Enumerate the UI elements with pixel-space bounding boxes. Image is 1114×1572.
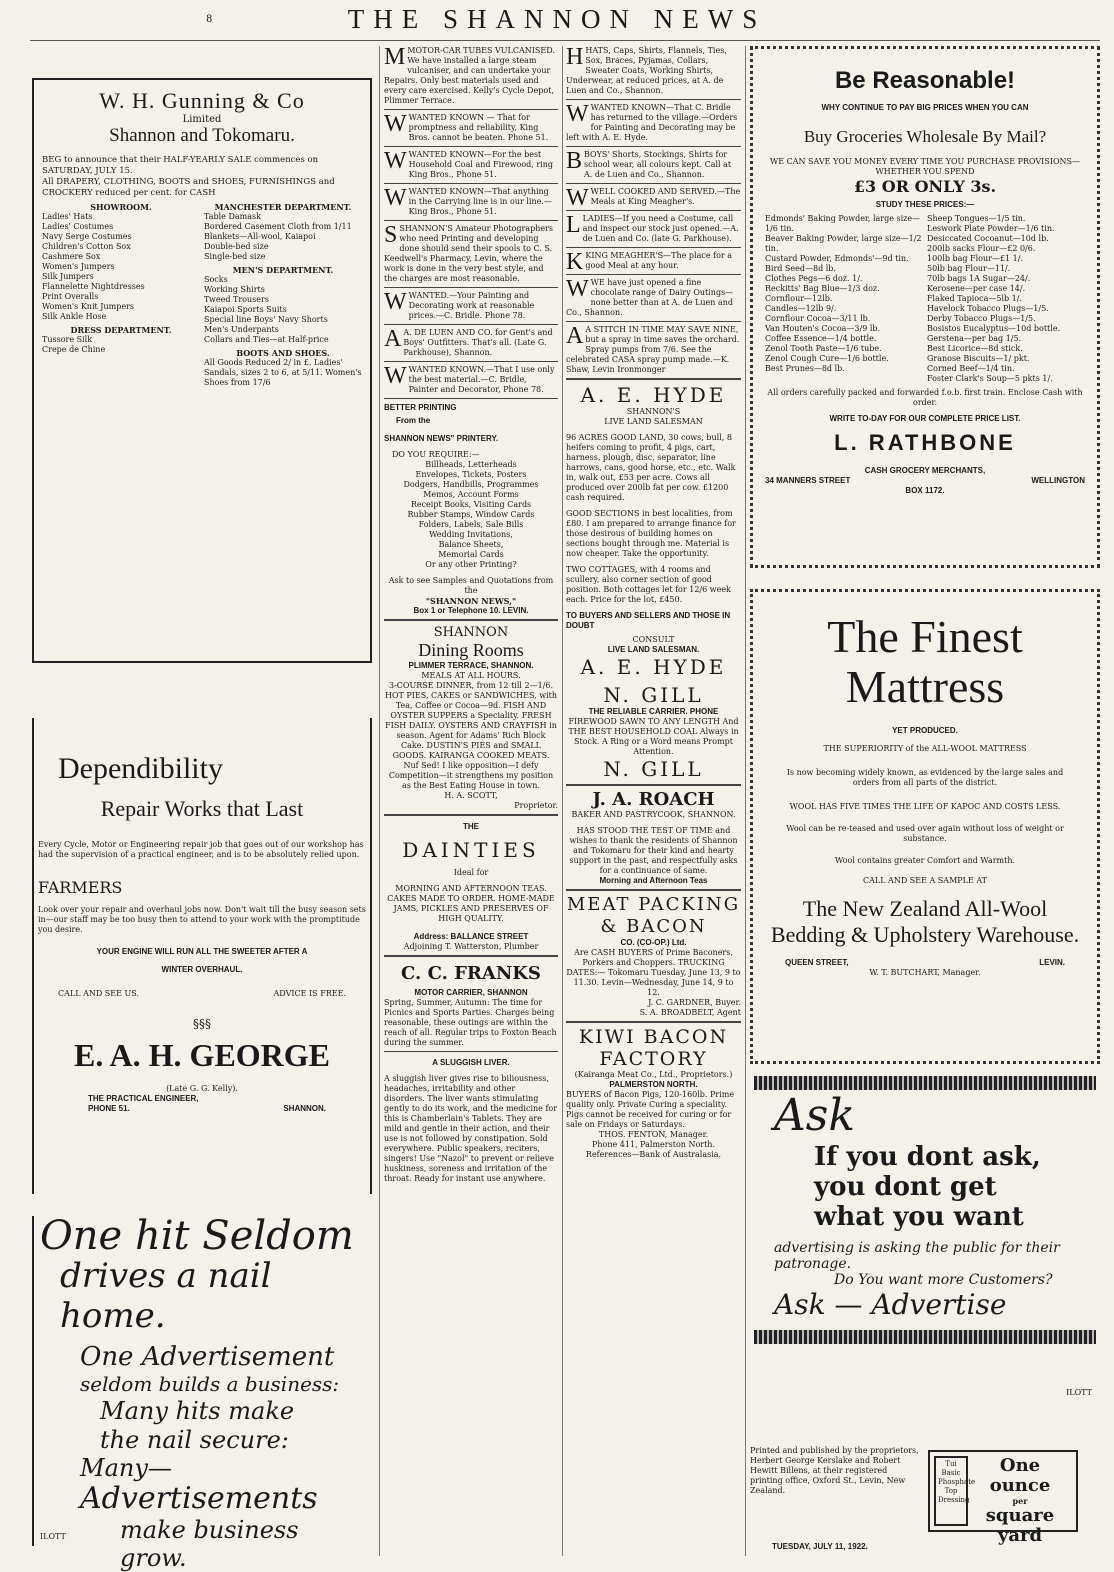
gunning-showroom-item: Navy Serge Costumes	[42, 232, 132, 241]
ask-line-5: Do You want more Customers?	[834, 1272, 1053, 1288]
rathbone-price-item: Gerstena—per bag 1/5.	[927, 334, 1022, 343]
tui-slogan-1: One ounce	[989, 1455, 1051, 1496]
mattress-street: QUEEN STREET,	[785, 958, 849, 967]
george-trade: THE PRACTICAL ENGINEER,	[88, 1094, 199, 1103]
ask-line-6: Ask — Advertise	[774, 1288, 1007, 1321]
gunning-showroom-item: Flannelette Nightdresses	[42, 282, 145, 291]
rathbone-price-item: Corned Beef—1/4 tin.	[927, 364, 1015, 373]
rathbone-name: L. RATHBONE	[834, 430, 1016, 455]
rathbone-price-item: Best Prunes—8d lb.	[765, 364, 845, 373]
hyde-role-1: SHANNON'S	[626, 407, 681, 416]
kiwi-body: BUYERS of Bacon Pigs, 120-160lb. Prime quality only. Private Curing a speciality. Pigs cannot be received for curing or for sale on Fridays or Saturdays.	[566, 1090, 735, 1129]
rathbone-role: CASH GROCERY MERCHANTS,	[864, 466, 986, 475]
tui-slogan-3: square yard	[985, 1505, 1055, 1546]
gunning-mens-head: MEN'S DEPARTMENT.	[232, 265, 334, 275]
gunning-manchester-head: MANCHESTER DEPARTMENT.	[214, 202, 352, 212]
printing-item: Or any other Printing?	[425, 560, 517, 569]
rathbone-price-item: Havelock Tobacco Plugs—1/5.	[927, 304, 1049, 313]
rathbone-title: Be Reasonable!	[834, 67, 1016, 94]
ask-line-1: If you dont ask,	[814, 1142, 1041, 1172]
liver-body: A sluggish liver gives rise to biliousness, headaches, irritability and other disorders. The liver wants stimulating gently to do its work, and the medicine for this is Chamberlain's Tablets. They are mild and gentle in their action, and their use is not followed by constipation. Sold everywhere. Public speakers, reciters, singers! Use "Nazol" to prevent or relieve huskiness, soreness and irritation of the throat. Ready for instant use anywhere.	[384, 1074, 558, 1183]
gunning-showroom-item: Silk Ankle Hose	[42, 312, 107, 321]
rathbone-price-item: Derby Tobacco Plugs—1/5.	[927, 314, 1036, 323]
printing-from: From the	[396, 416, 431, 425]
hyde-buyers: TO BUYERS AND SELLERS AND THOSE IN DOUBT	[566, 611, 731, 630]
roach-title: J. A. ROACH	[592, 789, 715, 810]
gill-title: N. GILL	[603, 683, 704, 707]
gunning-mens-item: Working Shirts	[204, 285, 265, 294]
george-farmers-body: Look over your repair and overhaul jobs now. Don't wait till the busy season sets in—our staff may be too busy then to attend to your work with the promptitude you desire.	[38, 905, 366, 934]
mattress-superiority: THE SUPERIORITY of the ALL-WOOL MATTRESS	[823, 744, 1027, 753]
printing-list	[384, 460, 558, 570]
ask-line-2: you dont get	[814, 1172, 997, 1202]
meagher-ad: KING MEAGHER'S—The place for a good Meal at any hour.	[585, 251, 733, 270]
issue-date: TUESDAY, JULY 11, 1922.	[772, 1542, 868, 1551]
rathbone-price-item: Flaked Tapioca—5lb 1/.	[927, 294, 1022, 303]
printing-item: Receipt Books, Visiting Cards	[410, 500, 532, 509]
wanted-ad-2: WANTED KNOWN—For the best Household Coal and Firewood, ring King Bros., Phone 51.	[408, 150, 554, 179]
gill-role: THE RELIABLE CARRIER. PHONE	[588, 707, 719, 716]
gunning-manchester-item: Double-bed size	[204, 242, 269, 251]
rathbone-price-item: Beaver Baking Powder, large size—1/2 tin.	[765, 234, 922, 253]
printing-box: Box 1 or Telephone 10. LEVIN.	[413, 606, 529, 615]
page-number: 8	[206, 14, 213, 25]
george-name: E. A. H. GEORGE	[73, 1037, 331, 1073]
column-1	[32, 46, 372, 1572]
imprint-text: Printed and published by the proprietors, Herbert George Kerslake and Robert Hewitt Billens, at their registered printing office, Oxford St., Levin, New Zealand.	[750, 1446, 919, 1495]
script-line-2: drives a nail home.	[60, 1256, 272, 1336]
hyde-signature: A. E. HYDE	[580, 655, 727, 679]
printing-item: Memorial Cards	[438, 550, 504, 559]
column-2	[384, 46, 558, 1558]
boys-ad: BOYS' Shorts, Stockings, Shirts for school wear, all colours kept. Call at A. de Luen and Co., Shannon.	[584, 150, 732, 179]
mattress-ad	[750, 589, 1100, 1064]
stitch-ad: A STITCH IN TIME MAY SAVE NINE, but a spray in time saves the orchard. Spray pumps from 7/6. See the celebrated CASA spray pump made.—K. Shaw, Levin Ironmonger	[566, 325, 740, 374]
franks-body: Spring, Summer, Autumn: The time for Picnics and Sports Parties. Charges being reasonable, these outings are within the reach of all. Regular trips to Foxton Beach during the summer.	[384, 998, 557, 1047]
rathbone-price-item: Foster Clark's Soup—5 pkts 1/.	[927, 374, 1053, 383]
printing-item: Folders, Labels, Sale Bills	[418, 520, 524, 529]
rathbone-price-item: Edmonds' Baking Powder, large size—1/6 tin.	[765, 214, 921, 233]
mattress-title-1: The Finest	[827, 611, 1023, 662]
rathbone-price-item: Candles—12lb 9/.	[765, 304, 837, 313]
column-divider	[562, 46, 563, 1556]
kiwi-signature: THOS. FENTON, Manager.	[598, 1130, 709, 1139]
gill-body: FIREWOOD SAWN TO ANY LENGTH And THE BEST HOUSEHOLD COAL Always in Stock. A Ring or a Word means Prompt Attention.	[568, 717, 739, 756]
kiwi-town: PALMERSTON NORTH.	[609, 1080, 698, 1089]
printing-question: DO YOU REQUIRE:—	[392, 450, 480, 459]
dainties-title: DAINTIES	[402, 838, 540, 862]
bridle-ad: WANTED KNOWN—That C. Bridle has returned to the village.—Orders for Painting and Decorating may be left with A. E. Hyde.	[566, 103, 738, 142]
rathbone-price-item: Coffee Essence—1/4 bottle.	[765, 334, 877, 343]
meat-company: CO. (CO-OP.) Ltd.	[620, 938, 687, 947]
rathbone-price-item: 100lb bag Flour—£1 1/.	[927, 254, 1023, 263]
rathbone-price-item: Reckitts' Bag Blue—1/3 doz.	[765, 284, 880, 293]
mattress-yet: YET PRODUCED.	[892, 726, 958, 735]
ask-line-4: advertising is asking the public for their patronage.	[774, 1240, 1060, 1272]
column-3-flow: HHATS, Caps, Shirts, Flannels, Ties, Sox, Braces, Pyjamas, Collars, Sweater Coats, Working Shirts, Underwear, at reduced prices, at A. de Luen and Co., Shannon. WWANTED KNOWN—That C. Bridle has returned to the village.—Orders for Painting and Decorating may be left with A. E. Hyde. BBOYS' Shorts, Stockings, Shirts for school wear, all colours kept. Call at A. de Luen and Co., Shannon. WWELL COOKED AND SERVED.—The Meals at King Meagher's. LLADIES—If you need a Costume, call and inspect our stock just opened.—A. de Luen and Co. (late G. Parkhouse). KKING MEAGHER'S—The place for a good Meal at any hour. WWE have just opened a fine chocolate range of Dairy Outings—none better than at A. de Luen and Co., Shannon. A A STITCH IN TIME MAY SAVE NINE, but a spray in time saves the orchard. Spray pumps from 7/6. See the celebrated CASA spray pump made.—K. Shaw, Levin Ironmonger A. E. HYDE SHANNON'S LIVE LAND SALESMAN 96 ACRES GOOD LAND, 30 cows, bull, 8 heifers coming to profit, 4 pigs, cart, harness, plough, disc, separator, line harrows, cans, good horse, etc., etc. Walk in, walk out, £53 per acre. Cows all produced over 200lb fat per cow. £1200 cash required. GOOD SECTIONS in best localities, from £80. I am prepared to arrange finance for those desirous of building homes on sections bought through me. Material is now cheaper. Take the opportunity. TWO COTTAGES, with 4 rooms and scullery, also corner section of good position. Both cottages let for 12/6 week each. Price for the lot, £450. TO BUYERS AND SELLERS AND THOSE IN DOUBT CONSULT LIVE LAND SALESMAN. A. E. HYDE N. GILL THE RELIABLE CARRIER. PHONE FIREWOOD SAWN TO ANY LENGTH And THE BEST HOUSEHOLD COAL Always in Stock. A Ring or a Word means Prompt Attention. N. GILL J. A. ROACH BAKER AND PASTRYCOOK, SHANNON. HAS STOOD THE TEST OF TIME and wishes to thank the residents of Shannon and Tokomaru for their kind and hearty support in the past, and respectfully asks for a continuance of same. Morning and Afternoon Teas MEAT PACKING & BACON CO. (CO-OP.) Ltd. Are CASH BUYERS of Prime Baconers, Porkers and Choppers. TRUCKING DATES:— Tokomaru Tuesday, June 13, 9 to 11.30. Levin—Wednesday, June 14, 9 to 12. J. C. GARDNER, Buyer. S. A. BROADBELT, Agent KIWI BACON FACTORY (Kairanga Meat Co., Ltd., Proprietors.) PALMERSTON NORTH. BUYERS of Bacon Pigs, 120-160lb. Prime quality only. Private Curing a speciality. Pigs cannot be received for curing or for sale on Fridays or Saturdays. THOS. FENTON, Manager. Phone 411, Palmerston North. References—Bank of Australasia.	[566, 44, 741, 1159]
printing-item: Dodgers, Handbills, Programmes	[403, 480, 539, 489]
tui-brand: Tui Basic Phosphate Top Dressing	[934, 1456, 968, 1526]
ask-ad	[750, 1076, 1100, 1424]
mattress-reuse: Wool can be re-teased and used over again without loss of weight or substance.	[786, 824, 1064, 843]
printing-item: Rubber Stamps, Window Cards	[407, 510, 535, 519]
column-2-flow: MMOTOR-CAR TUBES VULCANISED. We have installed a large steam vulcaniser, and can undertake your Repairs. Only best materials used and every care exercised. Kelly's Cycle Depot, Plimmer Terrace. WWANTED KNOWN — That for promptness and reliability, King Bros. cannot be beaten. Phone 51. WWANTED KNOWN—For the best Household Coal and Firewood, ring King Bros., Phone 51. WWANTED KNOWN—That anything in the Carrying line is in our line.—King Bros., Phone 51. SSHANNON'S Amateur Photographers who need Printing and developing done should send their spools to C. S. Keedwell's Pharmacy, Levin, where the work is done in the very best style, and the charges are most reasonable. WWANTED.—Your Painting and Decorating work at reasonable prices.—C. Bridle. Phone 78. A A. DE LUEN AND CO. for Gent's and Boys' Outfitters. That's all. (Late G. Parkhouse), Shannon. WWANTED KNOWN.—That I use only the best material.—C. Bridle, Painter and Decorator, Phone 78. BETTER PRINTING From the SHANNON NEWS" PRINTERY. DO YOU REQUIRE:— Billheads, Letterheads Envelopes, Tickets, Posters Dodgers, Handbills, Programmes Memos, Account Forms Receipt Books, Visiting Cards Rubber Stamps, Window Cards Folders, Labels, Sale Bills Wedding Invitations, Balance Sheets, Memorial Cards Or any other Printing? Ask to see Samples and Quotations from the "SHANNON NEWS," Box 1 or Telephone 10. LEVIN. SHANNON Dining Rooms PLIMMER TERRACE, SHANNON. MEALS AT ALL HOURS. 3-COURSE DINNER, from 12 till 2—1/6. HOT PIES, CAKES or SANDWICHES, with Tea, Coffee or Cocoa—9d. FISH AND OYSTER SUPPERS a Speciality. FRESH FISH DAILY. OYSTERS AND CRAYFISH in season. Agent for Adams' Rich Block Cake. DUSTIN'S PIES and SMALL GOODS. KAIRANGA COOKED MEATS. Nuf Sed! I like opposition—I defy Competition—it strengthens my position as the Best Eating House in town. H. A. SCOTT, Proprietor. THE DAINTIES Ideal for MORNING AND AFTERNOON TEAS. CAKES MADE TO ORDER. HOME-MADE JAMS, PICKLES AND PRESERVES OF HIGH QUALITY. Address: BALLANCE STREET Adjoining T. Watterston, Plumber C. C. FRANKS MOTOR CARRIER, SHANNON Spring, Summer, Autumn: The time for Picnics and Sports Parties. Charges being reasonable, these outings are within the reach of all. Regular trips to Foxton Beach during the summer. A SLUGGISH LIVER. A sluggish liver gives rise to biliousness, headaches, irritability and other disorders. The liver wants stimulating gently to do its work, and the medicine for this is Chamberlain's Tablets. They are mild and gentle in their action, and their use is not followed by constipation. Sold everywhere. Public speakers, reciters, singers! Use "Nazol" to prevent or relieve huskiness, soreness and irritation of the throat. Ready for instant use anywhere.	[384, 44, 558, 1183]
photo-ad: SHANNON'S Amateur Photographers who need Printing and developing done should send their spools to C. S. Keedwell's Pharmacy, Levin, where the work is done in the very best style, and the charges are most reasonable.	[384, 224, 554, 283]
dainties-teas: MORNING AND AFTERNOON TEAS. CAKES MADE TO ORDER. HOME-MADE JAMS, PICKLES AND PRESERVES OF HIGH QUALITY.	[387, 884, 555, 923]
rathbone-city: WELLINGTON	[1031, 476, 1085, 485]
kiwi-title: KIWI BACON FACTORY	[578, 1026, 729, 1070]
rathbone-price-item: Bird Seed—8d lb.	[765, 264, 836, 273]
gunning-mens-item: Tweed Trousers	[204, 295, 269, 304]
rathbone-price-item: Kerosene—per case 14/.	[927, 284, 1026, 293]
gunning-dress-list	[42, 335, 200, 355]
rathbone-price-item: Granose Biscuits—1/ pkt.	[927, 354, 1030, 363]
gunning-showroom-item: Women's Jumpers	[42, 262, 115, 271]
printing-item: Wedding Invitations,	[429, 530, 513, 539]
rathbone-prices-left	[765, 214, 923, 384]
mattress-town: LEVIN.	[1039, 958, 1065, 967]
dining-title-2: Dining Rooms	[418, 640, 524, 660]
george-subtitle: Repair Works that Last	[100, 796, 304, 821]
george-engine-2: WINTER OVERHAUL.	[161, 965, 243, 974]
wanted-ad-1: WANTED KNOWN — That for promptness and reliability, King Bros. cannot be beaten. Phone 51.	[408, 113, 549, 142]
george-title: Dependibility	[58, 752, 223, 785]
rathbone-price-item: Desiccated Cocoanut—10d lb.	[927, 234, 1049, 243]
hyde-role-2: LIVE LAND SALESMAN	[604, 417, 703, 426]
gunning-dress-item: Crepe de Chine	[42, 345, 106, 354]
gunning-showroom-item: Ladies' Costumes	[42, 222, 114, 231]
rathbone-price-item: Cornflour Cocoa—3/11 lb.	[765, 314, 871, 323]
rathbone-price-item: Clothes Pegs—6 doz. 1/.	[765, 274, 863, 283]
masthead-rule	[30, 40, 1100, 41]
ilott-mark-1: ILOTT	[40, 1532, 66, 1541]
gunning-mens-item: Men's Underpants	[204, 325, 279, 334]
script-line-3: One Advertisement	[80, 1342, 335, 1372]
gunning-mens-item: Special line Boys' Navy Shorts	[204, 315, 328, 324]
rathbone-subtitle: WHY CONTINUE TO PAY BIG PRICES WHEN YOU CAN	[821, 103, 1029, 112]
kiwi-phone: Phone 411, Palmerston North.	[591, 1140, 715, 1149]
masthead: THE SHANNON NEWS	[347, 4, 767, 34]
gunning-ad	[32, 78, 372, 663]
gunning-manchester-item: Blankets—All-wool, Kaiapoi	[204, 232, 316, 241]
roach-body: HAS STOOD THE TEST OF TIME and wishes to thank the residents of Shannon and Tokomaru for their kind and hearty support in the past, and respectfully asks for a continuance of same.	[569, 826, 738, 875]
rathbone-box: BOX 1172.	[905, 486, 945, 495]
printing-office: SHANNON NEWS" PRINTERY.	[384, 434, 499, 443]
gunning-showroom-item: Ladies' Hats	[42, 212, 93, 221]
rathbone-price-item: Zenol Tooth Paste—1/6 tube.	[765, 344, 882, 353]
rathbone-price-item: Van Houten's Cocoa—3/9 lb.	[765, 324, 881, 333]
dining-meals: MEALS AT ALL HOURS.	[421, 671, 521, 680]
script-line-1: One hit Seldom	[40, 1213, 354, 1259]
gunning-showroom-item: Print Overalls	[42, 292, 99, 301]
imprint-area	[750, 1442, 1100, 1557]
franks-role: MOTOR CARRIER, SHANNON	[414, 988, 528, 997]
ask-band-top	[754, 1076, 1096, 1090]
hyde-title: A. E. HYDE	[580, 383, 727, 407]
gunning-showroom-item: Children's Cotton Sox	[42, 242, 131, 251]
dainties-the: THE	[463, 822, 479, 831]
column-divider	[745, 46, 746, 1556]
rathbone-price-item: Custard Powder, Edmonds'—9d tin.	[765, 254, 909, 263]
printing-item: Balance Sheets,	[438, 540, 504, 549]
gunning-showroom-list	[42, 212, 200, 322]
meat-signature-2: S. A. BROADBELT, Agent	[639, 1008, 741, 1017]
gunning-mens-list	[204, 275, 362, 345]
printing-item: Billheads, Letterheads	[425, 460, 517, 469]
george-late: (Late G. G. Kelly).	[166, 1084, 238, 1093]
gill-signature: N. GILL	[603, 757, 704, 781]
gunning-showroom-item: Silk Jumpers	[42, 272, 94, 281]
gunning-showroom-item: Cashmere Sox	[42, 252, 101, 261]
franks-title: C. C. FRANKS	[401, 963, 541, 984]
printing-item: Envelopes, Tickets, Posters	[415, 470, 527, 479]
mattress-comfort: Wool contains greater Comfort and Warmth.	[834, 856, 1016, 865]
dining-signature: H. A. SCOTT,	[444, 791, 498, 800]
george-town: SHANNON.	[283, 1104, 326, 1113]
gunning-mens-item: Socks	[204, 275, 228, 284]
gunning-limited: Limited	[182, 114, 222, 125]
gunning-manchester-item: Table Damask	[204, 212, 261, 221]
meat-signature-1: J. C. GARDNER, Buyer.	[648, 998, 741, 1007]
roach-teas: Morning and Afternoon Teas	[599, 876, 708, 885]
kiwi-references: References—Bank of Australasia.	[585, 1150, 722, 1159]
george-ornament: §§§	[193, 1017, 211, 1031]
hyde-consult: CONSULT	[632, 635, 675, 644]
dining-address: PLIMMER TERRACE, SHANNON.	[408, 661, 534, 670]
rathbone-price-item: Sheep Tongues—1/5 tin.	[927, 214, 1026, 223]
roach-role: BAKER AND PASTRYCOOK, SHANNON.	[571, 810, 736, 819]
rathbone-price-item: Cornflour—12lb.	[765, 294, 833, 303]
george-call: CALL AND SEE US.	[58, 989, 139, 998]
gunning-mens-item: Kaiapoi Sports Suits	[204, 305, 287, 314]
ask-title: Ask	[774, 1090, 856, 1141]
rathbone-write: WRITE TO-DAY FOR OUR COMPLETE PRICE LIST.	[829, 414, 1021, 423]
rathbone-orders: All orders carefully packed and forwarded f.o.b. first train. Enclose Cash with order.	[767, 388, 1083, 407]
hyde-listing-3: TWO COTTAGES, with 4 rooms and scullery, also corner section of good position. Both cottages let for 12/6 week each. Price for the lot, £450.	[566, 565, 731, 604]
hyde-listing-2: GOOD SECTIONS in best localities, from £80. I am prepared to arrange finance for those desirous of building homes on sections bought through me. Material is now cheaper. Take the opportunity.	[566, 509, 736, 558]
wanted-ad-3: WANTED KNOWN—That anything in the Carrying line is in our line.—King Bros., Phone 51.	[408, 187, 552, 216]
wanted-ad-4: WANTED.—Your Painting and Decorating work at reasonable prices.—C. Bridle. Phone 78.	[408, 291, 535, 320]
dairy-ad: WE have just opened a fine chocolate range of Dairy Outings—none better than at A. de Luen and Co., Shannon.	[566, 278, 734, 317]
rathbone-price-item: Best Licorice—8d stick.	[927, 344, 1023, 353]
rathbone-price-item: 200lb sacks Flour—£2 0/6.	[927, 244, 1036, 253]
george-advice: ADVICE IS FREE.	[273, 989, 346, 998]
printing-item: Memos, Account Forms	[423, 490, 519, 499]
cooked-ad: WELL COOKED AND SERVED.—The Meals at King Meagher's.	[590, 187, 741, 206]
gunning-boots-head: BOOTS AND SHOES.	[236, 348, 330, 358]
gunning-showroom-item: Women's Knit Jumpers	[42, 302, 134, 311]
ladies-ad: LADIES—If you need a Costume, call and inspect our stock just opened.—A. de Luen and Co. (late G. Parkhouse).	[582, 214, 739, 243]
printing-name: "SHANNON NEWS,"	[425, 596, 517, 606]
hyde-live: LIVE LAND SALESMAN.	[607, 645, 700, 654]
rathbone-price-item: Zenol Cough Cure—1/6 bottle.	[765, 354, 889, 363]
ilott-mark-2: ILOTT	[1066, 1388, 1092, 1397]
george-body: Every Cycle, Motor or Engineering repair job that goes out of our workshop has had the supervision of a practical engineer, and is to be absolutely relied upon.	[38, 840, 364, 859]
column-4	[750, 46, 1100, 1558]
mattress-call: CALL AND SEE A SAMPLE AT	[862, 876, 988, 885]
rathbone-price-item: 50lb bag Flour—11/.	[927, 264, 1011, 273]
ask-line-3: what you want	[814, 1202, 1024, 1232]
gunning-dress-head: DRESS DEPARTMENT.	[70, 325, 172, 335]
george-farmers: FARMERS	[38, 878, 123, 897]
rathbone-prices-right	[927, 214, 1085, 384]
gunning-manchester-item: Bordered Casement Cloth from 1/11	[204, 222, 352, 231]
rathbone-study: STUDY THESE PRICES:—	[875, 200, 975, 209]
gunning-intro: BEG to announce that their HALF-YEARLY SALE commences on SATURDAY, JULY 15.	[42, 155, 319, 176]
george-phone: PHONE 51.	[88, 1104, 130, 1113]
rathbone-price-item: Leswork Plate Powder—1/6 tin.	[927, 224, 1055, 233]
rathbone-save: WE CAN SAVE YOU MONEY EVERY TIME YOU PURCHASE PROVISIONS—WHETHER YOU SPEND	[769, 157, 1081, 176]
dining-role: Proprietor.	[514, 801, 558, 810]
meat-body: Are CASH BUYERS of Prime Baconers, Porkers and Choppers. TRUCKING DATES:— Tokomaru Tuesday, June 13, 9 to 11.30. Levin—Wednesday, June 14, 9 to 12.	[566, 948, 741, 997]
dainties-address: Address: BALLANCE STREET	[413, 932, 529, 941]
mattress-manager: W. T. BUTCHART, Manager.	[869, 968, 981, 977]
deluen-ad: A. DE LUEN AND CO. for Gent's and Boys' Outfitters. That's all. (Late G. Parkhouse), Shannon.	[403, 328, 553, 357]
mattress-firm: The New Zealand All-Wool Bedding & Upholstery Warehouse.	[770, 896, 1080, 947]
dainties-adjoining: Adjoining T. Watterston, Plumber	[403, 942, 539, 951]
gunning-manchester-item: Single-bed size	[204, 252, 266, 261]
mattress-known: Is now becoming widely known, as evidenced by the large sales and orders from all parts of the district.	[786, 768, 1064, 787]
script-line-9: make business grow.	[120, 1516, 299, 1572]
gunning-name: W. H. Gunning & Co	[99, 88, 305, 113]
rathbone-amount: £3 OR ONLY 3s.	[853, 177, 997, 196]
script-line-5: Many hits make	[100, 1397, 295, 1425]
script-line-7: Many—	[80, 1454, 172, 1482]
column-3	[566, 46, 741, 1558]
rathbone-ad	[750, 46, 1100, 568]
george-engine-1: YOUR ENGINE WILL RUN ALL THE SWEETER AFTER A	[96, 947, 308, 956]
tui-slogan-2: per	[1012, 1496, 1028, 1506]
column-divider	[379, 46, 380, 1556]
rathbone-price-item: 70lb bags 1A Sugar—24/.	[927, 274, 1031, 283]
wanted-ad-5: WANTED KNOWN.—That I use only the best material.—C. Bridle, Painter and Decorator, Phone 78.	[408, 365, 555, 394]
mattress-title-2: Mattress	[845, 661, 1005, 712]
hats-ad: HATS, Caps, Shirts, Flannels, Ties, Sox, Braces, Pyjamas, Collars, Sweater Coats, Working Shirts, Underwear, at reduced prices, at A. de Luen and Co., Shannon.	[566, 46, 727, 95]
gunning-places: Shannon and Tokomaru.	[109, 125, 295, 146]
motor-tubes-ad: MOTOR-CAR TUBES VULCANISED. We have installed a large steam vulcaniser, and can undertake your Repairs. Only best materials used and every care exercised. Kelly's Cycle Depot, Plimmer Terrace.	[384, 46, 555, 105]
gunning-mens-item: Collars and Ties—at Half-price	[204, 335, 329, 344]
dainties-ideal: Ideal for	[453, 868, 489, 877]
script-line-6: the nail secure:	[100, 1426, 289, 1454]
printing-ask: Ask to see Samples and Quotations from the	[388, 576, 554, 595]
script-line-4: seldom builds a business:	[80, 1372, 340, 1396]
rathbone-street: 34 MANNERS STREET	[765, 476, 851, 485]
gunning-boots-text: All Goods Reduced 2/ in £. Ladies' Sandals, sizes 2 to 6, at 5/11. Women's Shoes from 17/6	[204, 358, 362, 387]
tui-ad	[928, 1450, 1078, 1546]
kiwi-subtitle: (Kairanga Meat Co., Ltd., Proprietors.)	[574, 1070, 733, 1079]
script-line-8: Advertisements	[80, 1481, 318, 1516]
printing-head: BETTER PRINTING	[384, 403, 457, 412]
gunning-manchester-list	[204, 212, 362, 262]
dining-title-1: SHANNON	[433, 625, 509, 640]
gunning-showroom-head: SHOWROOM.	[90, 202, 152, 212]
meat-title: MEAT PACKING & BACON	[566, 894, 741, 937]
gunning-line2: All DRAPERY, CLOTHING, BOOTS and SHOES, FURNISHINGS and CROCKERY reduced per cent. for CASH	[42, 177, 335, 198]
george-ad	[32, 718, 372, 1194]
rathbone-price-item: Bosistos Eucalyptus—10d bottle.	[927, 324, 1061, 333]
hyde-listing-1: 96 ACRES GOOD LAND, 30 cows, bull, 8 heifers coming to profit, 4 pigs, cart, harness, plough, disc, separator, line harrows, cans, good horse, etc., etc. Walk in, walk out, £53 per acre. Cows all produced over 200lb fat per cow. £1200 cash required.	[566, 433, 736, 502]
gunning-dress-item: Tussore Silk	[42, 335, 93, 344]
rathbone-headline: Buy Groceries Wholesale By Mail?	[803, 127, 1047, 146]
dining-body: 3-COURSE DINNER, from 12 till 2—1/6. HOT PIES, CAKES or SANDWICHES, with Tea, Coffee or Cocoa—9d. FISH AND OYSTER SUPPERS a Speciality. FRESH FISH DAILY. OYSTERS AND CRAYFISH in season. Agent for Adams' Rich Block Cake. DUSTIN'S PIES and SMALL GOODS. KAIRANGA COOKED MEATS. Nuf Sed! I like opposition—I defy Competition—it strengthens my position as the Best Eating House in town.	[384, 681, 558, 790]
one-hit-ad	[32, 1213, 372, 1572]
ask-band-bottom	[754, 1330, 1096, 1344]
liver-head: A SLUGGISH LIVER.	[432, 1058, 510, 1067]
mattress-wool: WOOL HAS FIVE TIMES THE LIFE OF KAPOC AND COSTS LESS.	[789, 802, 1061, 811]
